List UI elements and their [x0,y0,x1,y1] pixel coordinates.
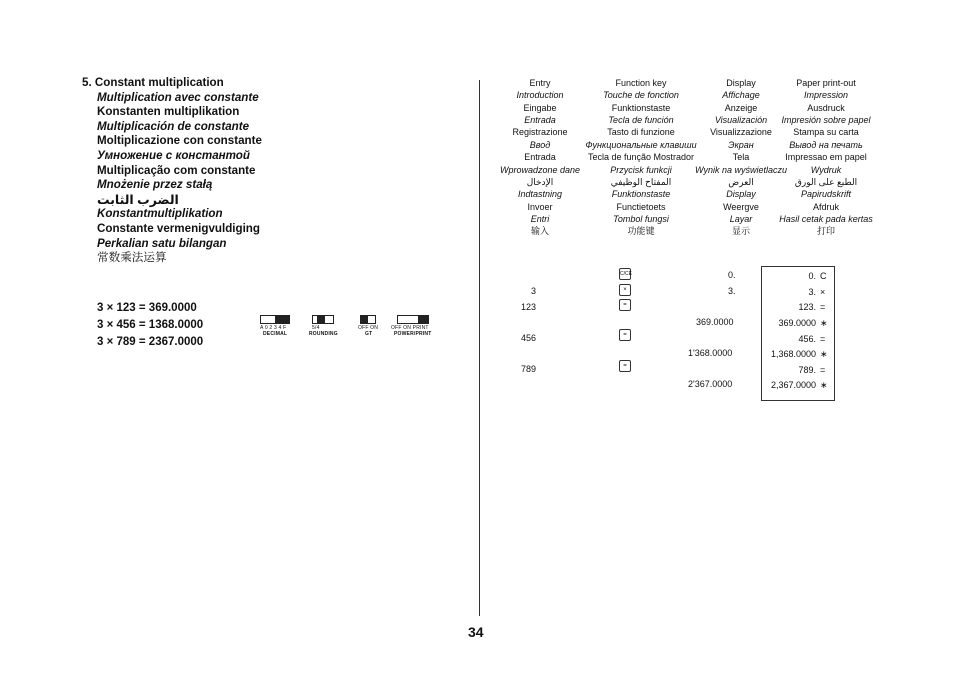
header-cell: Anzeige [724,103,758,113]
header-cell: الطبع على الورق [794,177,858,187]
section-title-pl: Mnożenie przez stałą [97,178,213,192]
power-switch-label: POWER/PRINT [394,331,432,337]
section-title-id: Perkalian satu bilangan [97,236,227,250]
header-cell: Tela [732,152,750,162]
header-row [492,176,892,188]
header-cell: 显示 [731,226,751,236]
header-cell: Entry [529,78,551,88]
section-number: 5. [82,76,92,89]
column-divider [479,80,480,616]
header-cell: Wprowadzone dane [499,165,581,175]
header-cell: Tasto di funzione [607,127,675,137]
entry-value: 3 [531,286,537,296]
rounding-switch-track [312,315,334,324]
header-row [492,201,892,213]
decimal-switch-ticks: A 0 2 3 4 F [260,325,287,331]
header-cell: العرض [728,177,754,187]
tape-value: 2,367.0000 [770,380,816,390]
header-row [492,139,892,151]
header-row [492,188,892,200]
header-cell: Funktionstaste [611,103,671,113]
clear-key-icon: C/CE [619,268,631,280]
equals-key-icon: = [619,299,631,311]
rounding-switch-label: ROUNDING [309,331,338,337]
header-cell: Visualizzazione [710,127,772,137]
equals-key-icon: = [619,329,631,341]
power-switch-track [397,315,429,324]
display-value: 3. [728,286,736,296]
header-cell: Introduction [516,90,564,100]
header-row [492,225,892,237]
section-title-da: Konstantmultiplikation [97,207,223,221]
gt-switch-track [360,315,376,324]
header-cell: Function key [615,78,667,88]
header-cell: Affichage [722,90,760,100]
page-number: 34 [468,624,484,640]
rounding-switch-knob [317,316,325,323]
tape-symbol: = [820,302,826,312]
display-value: 0. [728,270,736,280]
multiply-key-icon: × [619,284,631,296]
header-cell: Layar [729,214,753,224]
section-title-fr: Multiplication avec constante [97,90,259,104]
section-title-ar: الضرب الثابت [97,192,179,207]
section-title-zh: 常数乘法运算 [97,251,167,265]
gt-switch-knob [361,316,368,323]
header-cell: Tombol fungsi [613,214,669,224]
display-value: 2'367.0000 [688,379,733,389]
section-title-nl: Constante vermenigvuldiging [97,221,260,235]
header-cell: Ausdruck [807,103,845,113]
decimal-switch-track [260,315,290,324]
header-cell: Indtastning [517,189,563,199]
section-title-es: Multiplicación de constante [97,119,250,133]
display-value: 1'368.0000 [688,348,733,358]
header-cell: Papirudskrift [800,189,852,199]
header-cell: Impressao em papel [785,152,867,162]
header-cell: 打印 [816,226,836,236]
tape-symbol: × [820,287,826,297]
tape-symbol: ∗ [820,380,828,390]
header-cell: Hasil cetak pada kertas [779,214,873,224]
header-cell: الإدخال [526,177,554,187]
tape-value: 1,368.0000 [770,349,816,359]
section-titles [82,76,382,266]
header-cell: Вывод на печать [789,140,863,150]
header-cell: Entri [530,214,550,224]
header-cell: Afdruk [812,202,840,212]
header-cell: Display [726,78,756,88]
header-cell: Paper print-out [796,78,856,88]
header-cell: Entrada [524,152,556,162]
rounding-switch-ticks: 5/4 [312,325,320,331]
entry-value: 456 [521,333,537,343]
tape-symbol: = [820,334,826,344]
tape-symbol: ∗ [820,318,828,328]
header-cell: Visualización [714,115,768,125]
section-title-de: Konstanten multiplikation [97,105,240,119]
tape-symbol: = [820,365,826,375]
gt-switch-ticks: OFF ON [358,325,379,331]
header-cell: Stampa su carta [793,127,859,137]
header-cell: Display [726,189,756,199]
title-text: Constant multiplication [94,76,224,89]
header-row [492,213,892,225]
equals-key-icon: = [619,360,631,372]
tape-value: 3. [808,287,816,297]
header-cell: Entrada [524,115,556,125]
header-cell: Impresión sobre papel [781,115,871,125]
header-row [492,151,892,163]
entry-value: 123 [521,302,537,312]
paper-tape [761,266,835,401]
header-cell: Weergve [723,202,759,212]
header-row [492,114,892,126]
header-cell: Wynik na wyświetlaczu [694,165,788,175]
header-cell: Tecla de función [608,115,674,125]
header-cell: Przycisk funkcji [610,165,672,175]
header-cell: Registrazione [512,127,568,137]
header-cell: Tecla de função Mostrador [587,152,695,162]
tape-symbol: ∗ [820,349,828,359]
header-cell: Functietoets [616,202,666,212]
tape-value: 456. [798,334,816,344]
example-line: 3 × 789 = 2367.0000 [97,336,204,348]
tape-symbol: C [820,271,827,281]
header-cell: Impression [803,90,849,100]
header-row [492,126,892,138]
decimal-switch-knob [275,316,289,323]
gt-switch-label: GT [365,331,373,337]
example-line: 3 × 456 = 1368.0000 [97,319,204,331]
tape-value: 0. [808,271,816,281]
power-switch-ticks: OFF ON PRINT [391,325,429,331]
display-value: 369.0000 [696,317,734,327]
tape-value: 789. [798,365,816,375]
tape-value: 369.0000 [778,318,816,328]
header-row [492,164,892,176]
header-row [492,89,892,101]
header-cell: Функциональные клавиши [585,140,697,150]
power-switch-knob [418,316,428,323]
header-row [492,102,892,114]
header-cell: 输入 [530,226,550,236]
decimal-switch-label: DECIMAL [263,331,288,337]
header-cell: Wydruk [810,165,842,175]
example-list [97,300,203,351]
header-cell: المفتاح الوظيفي [610,177,672,187]
section-title-it: Moltiplicazione con constante [97,134,262,148]
section-title-ru: Умножение с константой [97,148,250,162]
example-line: 3 × 123 = 369.0000 [97,302,197,314]
header-cell: Invoer [527,202,553,212]
header-cell: 功能键 [627,226,655,236]
tape-value: 123. [798,302,816,312]
header-cell: Экран [728,140,754,150]
section-title-pt: Multiplicação com constante [97,163,256,177]
section-title-en [82,76,382,91]
header-row [492,77,892,89]
header-cell: Ввод [529,140,551,150]
entry-value: 789 [521,364,537,374]
header-cell: Eingabe [523,103,557,113]
header-cell: Funktionstaste [611,189,671,199]
header-cell: Touche de fonction [603,90,679,100]
